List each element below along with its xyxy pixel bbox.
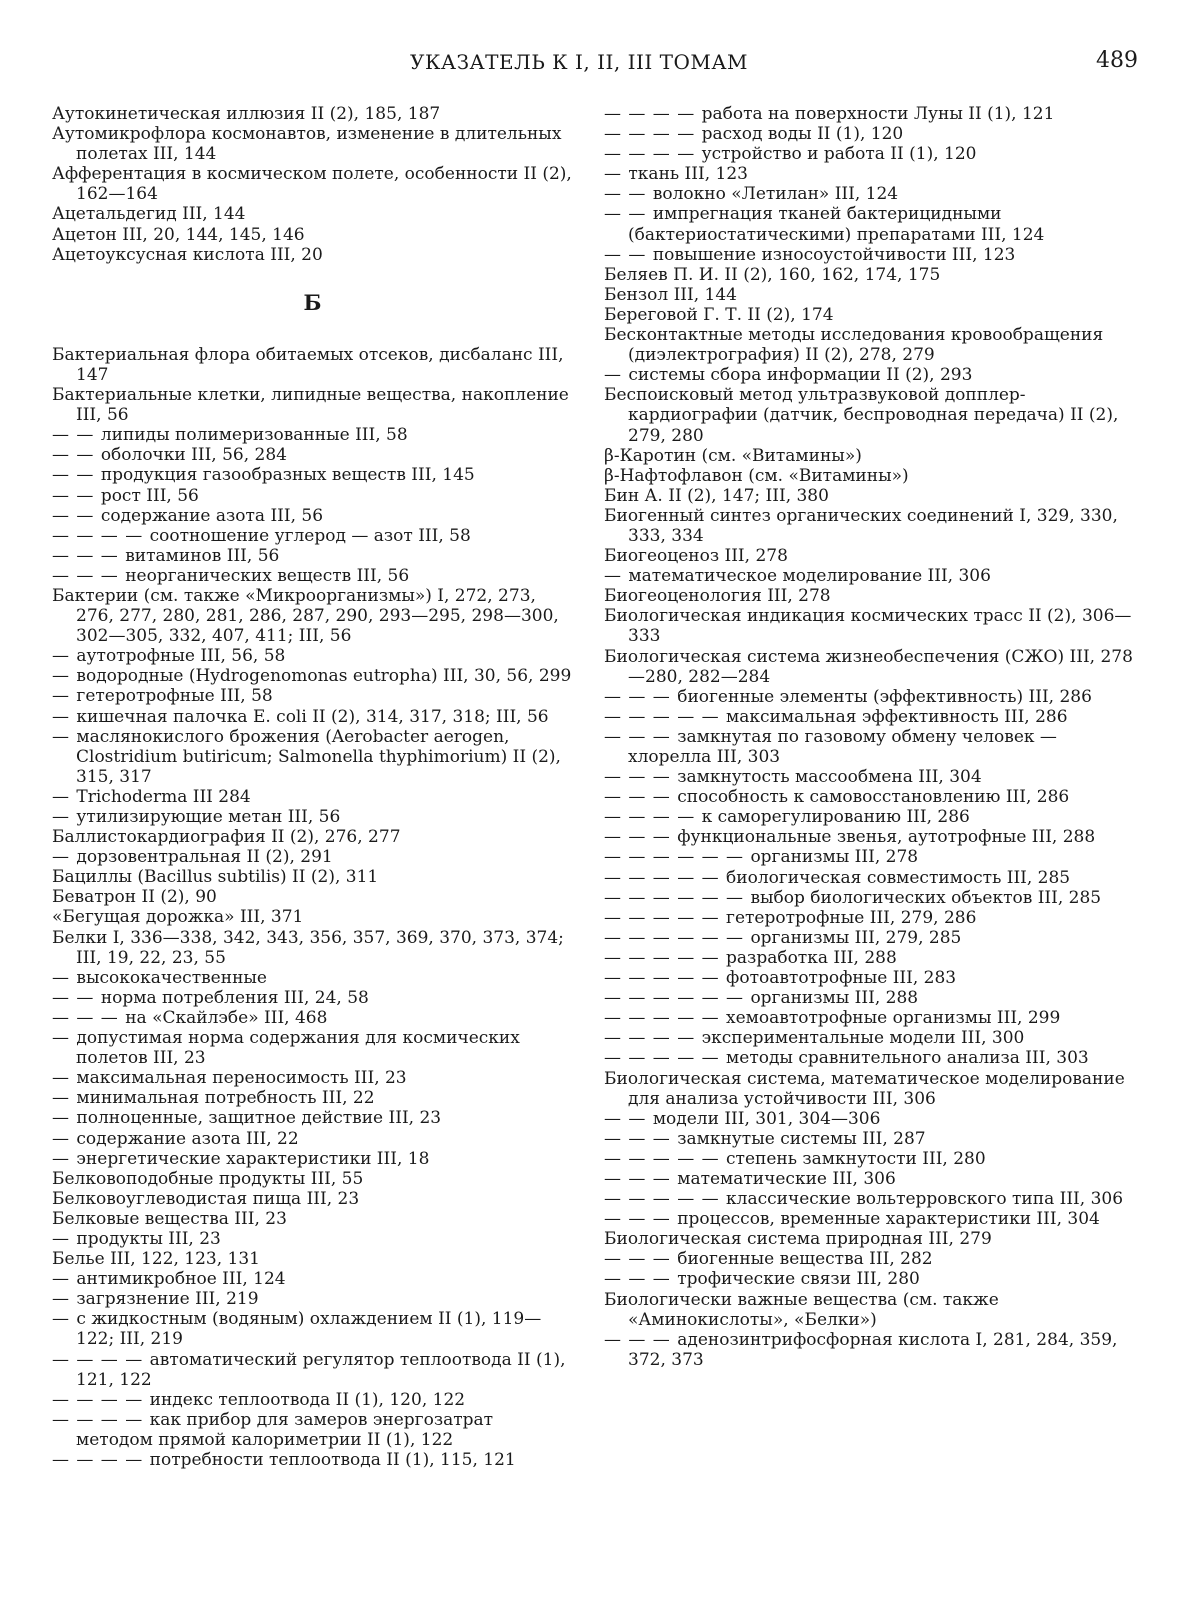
entry-text: с жидкостным (водяным) охлаждением II (1), 119—122; III, 219 [76,1309,542,1350]
index-subentry [604,968,1136,988]
subentry-dashes: — — — — — [604,1048,727,1069]
entry-text: Биогенный синтез органических соединений I, 329, 330, 333, 334 [604,505,1118,546]
entry-text: Trichoderma III 284 [76,786,251,807]
subentry-dashes: — [52,847,77,868]
subentry-dashes: — — — — — [604,706,727,727]
index-entry [52,164,574,204]
index-subentry [52,1350,574,1390]
subentry-dashes: — — [604,244,653,265]
subentry-dashes: — — — — [604,104,702,124]
entry-text: антимикробное III, 124 [76,1269,286,1290]
entry-text: липиды полимеризованные III, 58 [100,425,408,446]
entry-text: разработка III, 288 [726,947,897,968]
index-subentry [604,365,1136,385]
entry-text: Белковоуглеводистая пища III, 23 [52,1188,360,1209]
subentry-dashes: — [52,726,77,747]
subentry-dashes: — — — — — [604,947,727,968]
entry-text: загрязнение III, 219 [76,1289,259,1310]
entry-text: Белки I, 336—338, 342, 343, 356, 357, 369, 370, 373, 374; III, 19, 22, 23, 55 [52,927,564,968]
entry-text: организмы III, 288 [750,988,919,1009]
entry-text: минимальная потребность III, 22 [76,1088,375,1109]
index-entry [52,586,574,646]
section-letter-heading: Б [303,289,323,315]
subentry-dashes: — — [52,987,101,1008]
index-entry [604,506,1136,546]
entry-text: Баллистокардиография II (2), 276, 277 [52,827,401,848]
subentry-dashes: — — — — — — [604,927,751,948]
index-subentry [604,184,1136,204]
index-entry [52,907,574,927]
entry-text: функциональные звенья, аутотрофные III, 288 [677,827,1096,848]
entry-text: Белковые вещества III, 23 [52,1208,287,1229]
subentry-dashes: — — — — [604,124,702,145]
entry-text: импрегнация тканей бактерицидными (бактериостатическими) препаратами III, 124 [628,204,1045,245]
index-entry [52,385,574,425]
entry-text: на «Скайлэбе» III, 468 [125,1007,328,1028]
entry-text: Биологическая система природная III, 279 [604,1229,992,1250]
subentry-dashes: — — [52,425,101,446]
index-subentry [604,1048,1136,1068]
subentry-dashes: — — — — [52,1409,150,1430]
subentry-dashes: — [52,1148,77,1169]
index-entry [52,345,574,385]
index-subentry [604,1269,1136,1289]
index-subentry [52,1269,574,1289]
index-entry [604,285,1136,305]
subentry-dashes: — — — [604,1168,678,1189]
entry-text: максимальная переносимость III, 23 [76,1068,407,1089]
index-subentry [604,928,1136,948]
subentry-dashes: — [52,1309,77,1330]
index-entry [604,546,1136,566]
index-entry [604,486,1136,506]
index-subentry [52,506,574,526]
subentry-dashes: — — [604,204,653,225]
index-entry [52,928,574,968]
entry-text: Ацетон III, 20, 144, 145, 146 [52,224,305,245]
subentry-dashes: — — — — [604,1028,702,1049]
index-entry [52,1209,574,1229]
entry-text: Бактериальная флора обитаемых отсеков, дисбаланс III, 147 [52,344,564,385]
index-subentry [604,124,1136,144]
subentry-dashes: — — — [52,545,126,566]
index-subentry [604,787,1136,807]
entry-text: математическое моделирование III, 306 [628,566,991,587]
subentry-dashes: — — — — [604,144,702,165]
index-subentry [604,1249,1136,1269]
index-column-right [604,104,1136,1370]
entry-text: работа на поверхности Луны II (1), 121 [701,104,1055,124]
entry-text: β-Нафтофлавон (см. «Витамины») [604,465,909,486]
index-entry [52,1189,574,1209]
subentry-dashes: — [52,1108,77,1129]
index-entry [604,1290,1136,1330]
entry-text: Бензол III, 144 [604,284,737,305]
entry-text: содержание азота III, 56 [100,505,324,526]
index-subentry [52,1008,574,1028]
entry-text: Бесконтактные методы исследования кровообращения (диэлектрография) II (2), 278, 279 [604,325,1104,366]
index-subentry [604,566,1136,586]
entry-text: как прибор для замеров энергозатрат методом прямой калориметрии II (1), 122 [76,1409,494,1450]
entry-text: соотношение углерод — азот III, 58 [149,525,471,546]
entry-text: Ацетальдегид III, 144 [52,204,246,225]
index-entry [52,1169,574,1189]
entry-text: устройство и работа II (1), 120 [701,144,977,165]
subentry-dashes: — [52,686,77,707]
subentry-dashes: — — — [52,1007,126,1028]
index-subentry [52,465,574,485]
index-subentry [604,204,1136,244]
entry-text: трофические связи III, 280 [677,1269,920,1290]
subentry-dashes: — [52,1068,77,1089]
entry-text: Ацетоуксусная кислота III, 20 [52,244,323,265]
index-subentry [52,988,574,1008]
entry-text: витаминов III, 56 [125,545,280,566]
entry-text: «Бегущая дорожка» III, 371 [52,907,304,928]
index-subentry [604,888,1136,908]
index-subentry [52,1068,574,1088]
index-subentry [604,827,1136,847]
subentry-dashes: — — — [604,767,678,788]
subentry-dashes: — — — — [52,1389,150,1410]
index-subentry [604,988,1136,1008]
subentry-dashes: — — — [604,1249,678,1270]
entry-text: классические вольтерровского типа III, 306 [726,1189,1124,1210]
entry-text: содержание азота III, 22 [76,1128,299,1149]
index-subentry [52,1450,574,1470]
subentry-dashes: — — — — — — [604,887,751,908]
index-subentry [52,1309,574,1349]
index-subentry [52,1088,574,1108]
index-entry [604,647,1136,687]
subentry-dashes: — — — — [52,1450,150,1470]
index-entry [604,305,1136,325]
index-subentry [52,847,574,867]
entry-text: индекс теплоотвода II (1), 120, 122 [149,1389,466,1410]
index-subentry [52,1149,574,1169]
subentry-dashes: — — [52,445,101,466]
index-entry [604,1229,1136,1249]
entry-text: оболочки III, 56, 284 [100,445,287,466]
subentry-dashes: — [52,1088,77,1109]
page-number: 489 [1096,48,1138,73]
entry-text: способность к самовосстановлению III, 286 [677,787,1070,808]
entry-text: степень замкнутости III, 280 [726,1148,986,1169]
subentry-dashes: — — [52,505,101,526]
entry-text: Биологическая система, математическое моделирование для анализа устойчивости III, 306 [604,1068,1125,1109]
index-entry [604,606,1136,646]
entry-text: Белье III, 122, 123, 131 [52,1249,260,1270]
index-entry [52,124,574,164]
subentry-dashes: — — [52,485,101,506]
subentry-dashes: — — — — — — [604,988,751,1009]
index-subentry [604,1209,1136,1229]
subentry-dashes: — [52,1028,77,1049]
entry-text: расход воды II (1), 120 [701,124,904,145]
subentry-dashes: — — — [604,1209,678,1230]
subentry-dashes: — [52,666,77,687]
index-subentry [52,526,574,546]
subentry-dashes: — [52,1269,77,1290]
subentry-dashes: — — — — — [604,1148,727,1169]
index-subentry [52,1410,574,1450]
entry-text: модели III, 301, 304—306 [652,1108,881,1129]
index-subentry [52,1129,574,1149]
index-entry [604,586,1136,606]
index-subentry [604,847,1136,867]
entry-text: Береговой Г. Т. II (2), 174 [604,304,834,325]
index-entry [604,265,1136,285]
entry-text: продукция газообразных веществ III, 145 [100,465,475,486]
entry-text: организмы III, 279, 285 [750,927,962,948]
entry-text: дорзовентральная II (2), 291 [76,847,333,868]
subentry-dashes: — [52,786,77,807]
entry-text: Беляев П. И. II (2), 160, 162, 174, 175 [604,264,941,285]
subentry-dashes: — — — [604,1128,678,1149]
entry-text: норма потребления III, 24, 58 [100,987,369,1008]
entry-text: максимальная эффективность III, 286 [726,706,1068,727]
entry-text: автоматический регулятор теплоотвода II (1), 121, 122 [76,1349,566,1390]
index-subentry [604,807,1136,827]
entry-text: ткань III, 123 [628,164,748,185]
index-subentry [52,707,574,727]
index-subentry [604,707,1136,727]
entry-text: организмы III, 278 [750,847,919,868]
subentry-dashes: — — — — — [604,867,727,888]
index-entry [52,245,574,265]
index-subentry [604,164,1136,184]
subentry-dashes: — — — — [52,1349,150,1370]
index-entry [52,104,574,124]
entry-text: допустимая норма содержания для космических полетов III, 23 [76,1028,520,1069]
entry-text: Биологическая система жизнеобеспечения (СЖО) III, 278—280, 282—284 [604,646,1133,687]
index-subentry [604,1109,1136,1129]
index-subentry [52,425,574,445]
index-subentry [52,807,574,827]
index-subentry [52,445,574,465]
index-entry [52,225,574,245]
entry-text: Биогеоценология III, 278 [604,586,831,607]
subentry-dashes: — [52,646,77,667]
index-subentry [604,948,1136,968]
entry-text: энергетические характеристики III, 18 [76,1148,430,1169]
entry-text: фотоавтотрофные III, 283 [726,968,957,989]
entry-text: замкнутая по газовому обмену человек — хлорелла III, 303 [628,726,1057,767]
entry-text: к саморегулированию III, 286 [701,807,970,828]
index-entry [52,887,574,907]
subentry-dashes: — — [604,1108,653,1129]
index-subentry [604,1330,1136,1370]
entry-text: Бактериальные клетки, липидные вещества, накопление III, 56 [52,385,569,426]
entry-text: неорганических веществ III, 56 [125,565,410,586]
subentry-dashes: — [52,706,77,727]
subentry-dashes: — — — — — [604,1008,727,1029]
entry-text: аутотрофные III, 56, 58 [76,646,286,667]
index-entry [604,325,1136,365]
entry-text: Афферентация в космическом полете, особенности II (2), 162—164 [52,164,572,205]
index-entry [604,446,1136,466]
subentry-dashes: — — — [604,686,678,707]
entry-text: замкнутые системы III, 287 [677,1128,926,1149]
entry-text: математические III, 306 [677,1168,896,1189]
entry-text: замкнутость массообмена III, 304 [677,767,982,788]
subentry-dashes: — [52,807,77,827]
index-subentry [604,1008,1136,1028]
entry-text: Бактерии (см. также «Микроорганизмы») I, 272, 273, 276, 277, 280, 281, 286, 287, 290, 293—295, 298—300, 302—305, 332, 407, 411; III, 56 [52,585,559,647]
subentry-dashes: — [604,566,629,587]
subentry-dashes: — — [52,465,101,486]
entry-text: высококачественные [76,967,267,988]
entry-text: продукты III, 23 [76,1228,221,1249]
subentry-dashes: — [52,967,77,988]
index-subentry [52,646,574,666]
page-header [0,44,1200,84]
index-subentry [604,245,1136,265]
index-subentry [604,1169,1136,1189]
entry-text: гетеротрофные III, 58 [76,686,273,707]
entry-text: рост III, 56 [100,485,199,506]
entry-text: биогенные вещества III, 282 [677,1249,933,1270]
index-entry [604,1069,1136,1109]
index-subentry [604,1129,1136,1149]
index-entry [52,867,574,887]
index-subentry [52,486,574,506]
index-subentry [52,1108,574,1128]
subentry-dashes: — [52,1289,77,1310]
index-entry [52,1249,574,1269]
entry-text: Беспоисковый метод ультразвуковой допплер-кардиографии (датчик, беспроводная передача) II (2), 279, 280 [604,385,1119,446]
index-subentry [52,546,574,566]
subentry-dashes: — — — [604,726,678,747]
entry-text: Аутомикрофлора космонавтов, изменение в длительных полетах III, 144 [52,124,562,165]
subentry-dashes: — [604,164,629,185]
index-subentry [604,908,1136,928]
entry-text: Аутокинетическая иллюзия II (2), 185, 187 [52,104,441,124]
index-subentry [52,727,574,787]
index-subentry [52,787,574,807]
subentry-dashes: — — — — [604,807,702,828]
index-subentry [52,1028,574,1068]
entry-text: хемоавтотрофные организмы III, 299 [726,1008,1061,1029]
subentry-dashes: — [52,1228,77,1249]
subentry-dashes: — — — — — — [604,847,751,868]
index-subentry [52,1289,574,1309]
entry-text: водородные (Hydrogenomonas eutropha) III, 30, 56, 299 [76,666,572,687]
entry-text: Биогеоценоз III, 278 [604,546,788,567]
subentry-dashes: — — — — — [604,1189,727,1210]
entry-text: системы сбора информации II (2), 293 [628,365,973,386]
subentry-dashes: — — — — [52,525,150,546]
index-subentry [52,1390,574,1410]
subentry-dashes: — [52,1128,77,1149]
index-subentry [604,1149,1136,1169]
entry-text: выбор биологических объектов III, 285 [750,887,1102,908]
entry-text: биологическая совместимость III, 285 [726,867,1071,888]
entry-text: полноценные, защитное действие III, 23 [76,1108,442,1129]
index-column-left [52,104,574,1470]
index-subentry [52,686,574,706]
entry-text: Биологически важные вещества (см. также «Аминокислоты», «Белки») [604,1289,999,1330]
entry-text: Биологическая индикация космических трасс II (2), 306—333 [604,606,1132,647]
entry-text: Бациллы (Bacillus subtilis) II (2), 311 [52,867,379,888]
subentry-dashes: — [604,365,629,386]
subentry-dashes: — — — [604,1329,678,1350]
index-subentry [52,1229,574,1249]
entry-text: утилизирующие метан III, 56 [76,807,341,827]
entry-text: потребности теплоотвода II (1), 115, 121 [149,1450,516,1470]
index-entry [52,827,574,847]
subentry-dashes: — — — [52,565,126,586]
subentry-dashes: — — — [604,1269,678,1290]
entry-text: Бин А. II (2), 147; III, 380 [604,485,829,506]
index-entry [52,204,574,224]
index-entry [604,385,1136,445]
entry-text: волокно «Летилан» III, 124 [652,184,899,205]
entry-text: Белковоподобные продукты III, 55 [52,1168,364,1189]
subentry-dashes: — — — — — [604,968,727,989]
index-subentry [604,727,1136,767]
subentry-dashes: — — — — — [604,907,727,928]
entry-text: процессов, временные характеристики III, 304 [677,1209,1100,1230]
index-subentry [604,687,1136,707]
entry-text: повышение износоустойчивости III, 123 [652,244,1016,265]
subentry-dashes: — — — [604,827,678,848]
entry-text: β-Каротин (см. «Витамины») [604,445,862,466]
subentry-dashes: — — — [604,787,678,808]
entry-text: аденозинтрифосфорная кислота I, 281, 284, 359, 372, 373 [628,1329,1118,1370]
entry-text: Беватрон II (2), 90 [52,887,217,908]
index-entry [604,466,1136,486]
entry-text: экспериментальные модели III, 300 [701,1028,1025,1049]
entry-text: методы сравнительного анализа III, 303 [726,1048,1089,1069]
entry-text: гетеротрофные III, 279, 286 [726,907,977,928]
index-subentry [604,767,1136,787]
entry-text: маслянокислого брожения (Aerobacter aerogen, Clostridium butiricum; Salmonella thyphimorium) II (2), 315, 317 [76,726,561,787]
index-subentry [52,666,574,686]
subentry-dashes: — — [604,184,653,205]
index-subentry [604,1028,1136,1048]
index-subentry [52,968,574,988]
entry-text: кишечная палочка E. coli II (2), 314, 317, 318; III, 56 [76,706,549,727]
index-subentry [604,104,1136,124]
running-title: УКАЗАТЕЛЬ К I, II, III ТОМАМ [410,50,749,74]
index-subentry [52,566,574,586]
index-subentry [604,868,1136,888]
index-subentry [604,144,1136,164]
entry-text: биогенные элементы (эффективность) III, 286 [677,686,1092,707]
index-subentry [604,1189,1136,1209]
